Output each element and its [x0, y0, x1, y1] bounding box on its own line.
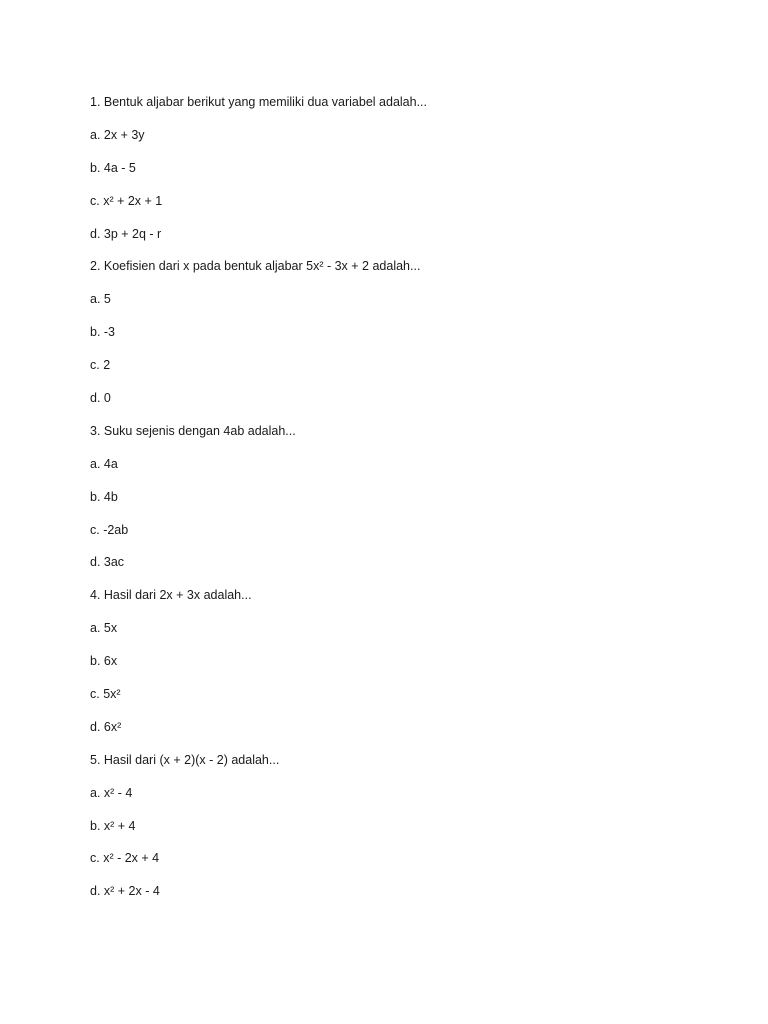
- question-1-text: 1. Bentuk aljabar berikut yang memiliki dua variabel adalah...: [90, 95, 427, 109]
- question-4-option-a: a. 5x: [90, 621, 118, 636]
- question-4-option-c: c. 5x²: [90, 687, 121, 702]
- question-2-option-a: a. 5: [90, 292, 111, 307]
- question-2-option-c: c. 2: [90, 358, 111, 373]
- question-2-option-b: b. -3: [90, 325, 116, 340]
- question-1-option-c: c. x² + 2x + 1: [90, 193, 163, 208]
- question-4-option-d: d. 6x²: [90, 719, 122, 734]
- question-1-option-b: b. 4a - 5: [90, 160, 136, 175]
- question-1-option-d: d. 3p + 2q - r: [90, 226, 162, 241]
- question-5-option-d: d. x² + 2x - 4: [90, 884, 160, 899]
- question-3-option-a: a. 4a: [90, 456, 118, 471]
- question-list: [90, 92, 690, 914]
- question-3-option-c: c. -2ab: [90, 522, 129, 537]
- question-5-option-b: b. x² + 4: [90, 818, 136, 833]
- question-2-option-d: d. 0: [90, 391, 111, 406]
- question-3-option-b: b. 4b: [90, 489, 118, 504]
- question-3-text: 3. Suku sejenis dengan 4ab adalah...: [90, 423, 296, 438]
- question-1-option-a: a. 2x + 3y: [90, 127, 145, 142]
- question-3-option-d: d. 3ac: [90, 555, 125, 570]
- question-5-option-c: c. x² - 2x + 4: [90, 851, 160, 866]
- question-4-text: 4. Hasil dari 2x + 3x adalah...: [90, 588, 252, 603]
- question-2-text: 2. Koefisien dari x pada bentuk aljabar 5x² - 3x + 2 adalah...: [90, 259, 421, 274]
- question-5-text: 5. Hasil dari (x + 2)(x - 2) adalah...: [90, 752, 280, 767]
- question-5-option-a: a. x² - 4: [90, 785, 133, 800]
- question-4-option-b: b. 6x: [90, 654, 118, 669]
